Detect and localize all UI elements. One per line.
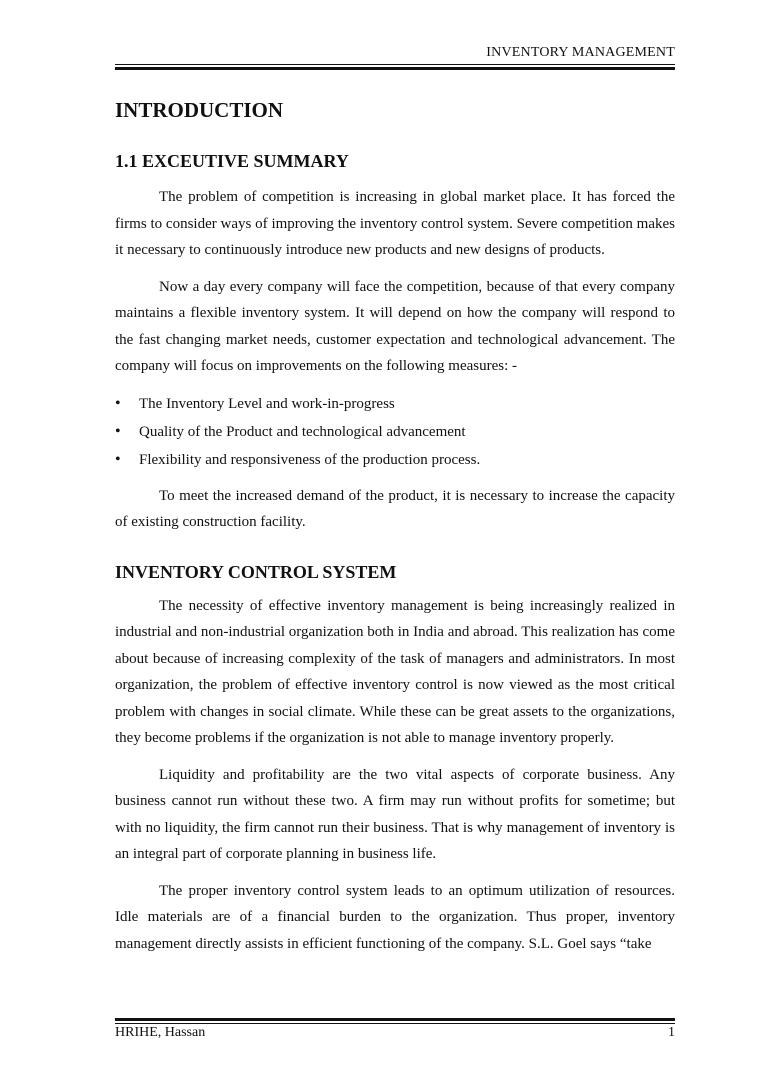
page-content	[115, 95, 675, 957]
section-heading-inventory-control: INVENTORY CONTROL SYSTEM	[115, 561, 397, 582]
paragraph: To meet the increased demand of the product, it is necessary to increase the capacity of existing construction facility.	[115, 487, 675, 530]
header-rule-thick	[115, 67, 675, 70]
paragraph: The problem of competition is increasing in global market place. It has forced the firms to consider ways of improving the inventory control system. Severe competition makes it necessary to continuously introduce new products and new designs of products.	[115, 189, 675, 258]
paragraph: The proper inventory control system leads to an optimum utilization of resources. Idle materials are of a financial burden to the organization. Thus proper, inventory management directly assists in efficient functioning of the company. S.L. Goel says “take	[115, 882, 675, 952]
paragraph: The necessity of effective inventory management is being increasingly realized in industrial and non-industrial organization both in India and abroad. This realization has come about because of increasing complexity of the task of managers and administrators. In most organization, the problem of effective inventory control is now viewed as the most critical problem with changes in social climate. While these can be great assets to the organizations, they become problems if the organization is not able to manage inventory properly.	[115, 597, 675, 746]
list-item: • Flexibility and responsiveness of the production process.	[115, 446, 675, 474]
footer-rule-thick	[115, 1018, 675, 1021]
list-item: • The Inventory Level and work-in-progress	[115, 390, 675, 418]
measures-list	[115, 390, 675, 474]
running-header: INVENTORY MANAGEMENT	[486, 45, 675, 60]
footer-rule-thin	[115, 1023, 675, 1024]
section-heading-executive-summary: 1.1 EXCEUTIVE SUMMARY	[115, 151, 349, 171]
page-number: 1	[668, 1025, 675, 1040]
chapter-title: INTRODUCTION	[115, 98, 284, 122]
list-item: • Quality of the Product and technological advancement	[115, 418, 675, 446]
paragraph: Now a day every company will face the competition, because of that every company maintains a flexible inventory system. It will depend on how the company will respond to the fast changing market needs, customer expectation and technological advancement. The company will focus on improvements on the following measures: -	[115, 278, 675, 374]
header-rule-thin	[115, 64, 675, 65]
paragraph: Liquidity and profitability are the two vital aspects of corporate business. Any business cannot run without these two. A firm may run without profits for sometime; but with no liquidity, the firm cannot run their business. That is why management of inventory is an integral part of corporate planning in business life.	[115, 766, 675, 862]
footer-author: HRIHE, Hassan	[115, 1025, 206, 1040]
